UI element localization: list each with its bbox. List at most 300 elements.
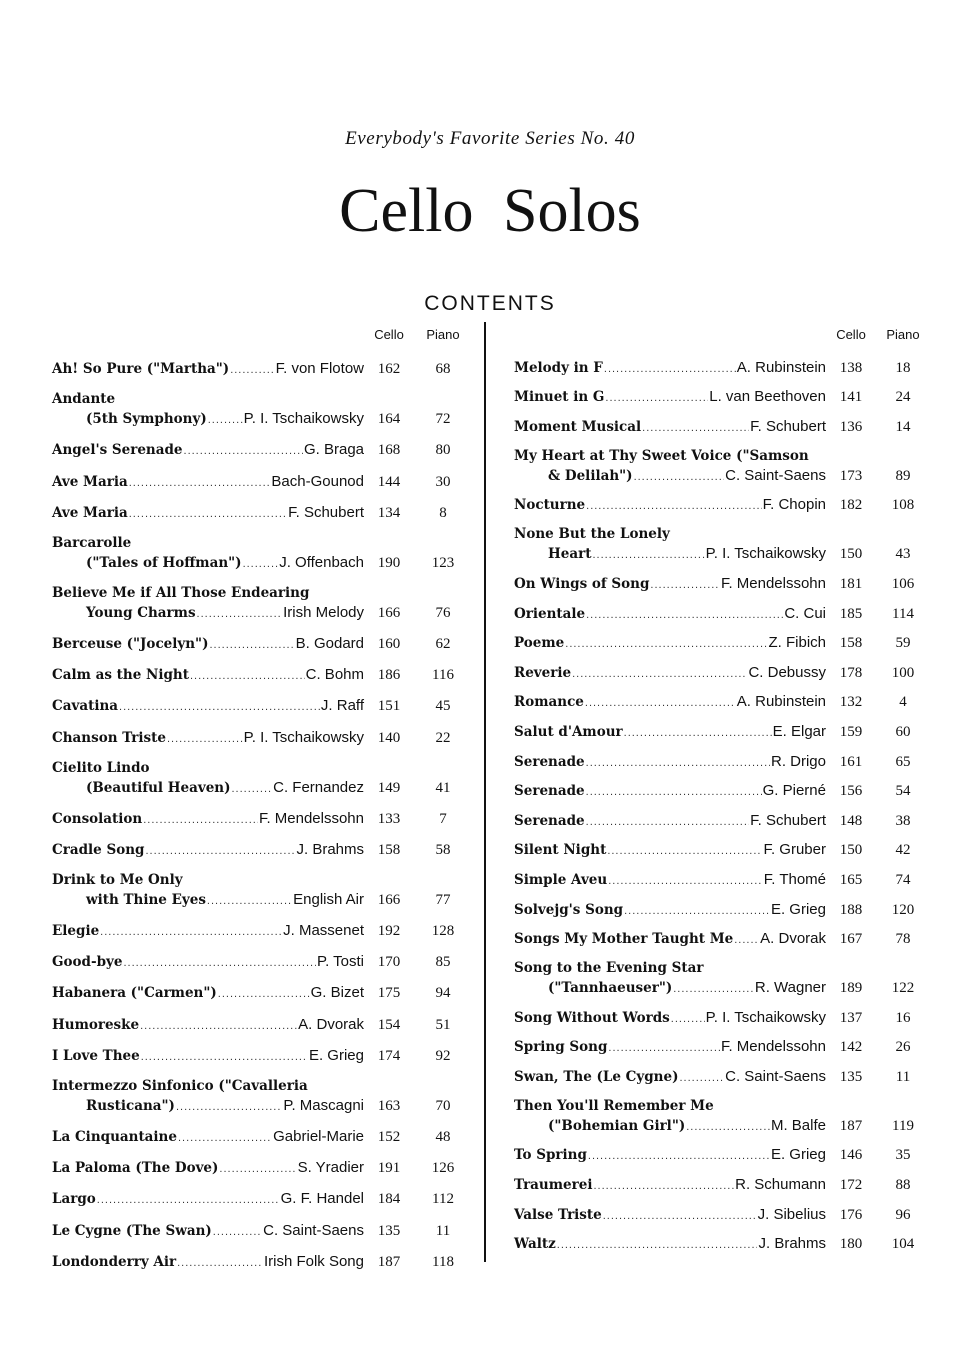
piano-header: Piano	[426, 327, 460, 342]
piece-title: Serenade	[514, 783, 585, 800]
composer-name: E. Grieg	[770, 900, 826, 918]
entry-main-line	[514, 417, 930, 438]
entry-main-line	[514, 900, 930, 921]
dot-leader	[129, 474, 271, 493]
piece-title: Consolation	[52, 810, 143, 827]
composer-name: F. Schubert	[750, 417, 826, 435]
piano-page: 51	[435, 1016, 451, 1033]
composer-name: G. Pierné	[762, 782, 826, 800]
piece-title: My Heart at Thy Sweet Voice ("Samson	[514, 447, 809, 464]
cello-page: 135	[377, 1222, 401, 1239]
cello-header: Cello	[836, 327, 866, 342]
contents-entry	[52, 717, 472, 748]
entry-main-line	[514, 633, 930, 654]
entry-main-line	[514, 1067, 930, 1088]
dot-leader	[119, 698, 320, 717]
piece-title: Songs My Mother Taught Me	[514, 931, 734, 948]
piece-title: Ave Maria	[52, 473, 128, 490]
piano-page: 85	[435, 954, 451, 971]
cello-page: 150	[839, 546, 863, 563]
piano-page: 112	[432, 1191, 454, 1208]
composer-name: C. Saint-Saens	[725, 466, 826, 484]
entry-main-line	[514, 495, 930, 516]
cello-page: 156	[839, 783, 863, 800]
cello-page: 149	[377, 779, 401, 796]
piano-page: 11	[895, 1068, 911, 1085]
piece-title: Solvejg's Song	[514, 901, 624, 918]
piano-page: 88	[895, 1177, 911, 1194]
contents-entry	[514, 773, 930, 803]
piece-title: None But the Lonely	[514, 526, 670, 543]
cello-page: 132	[839, 694, 863, 711]
composer-name: L. van Beethoven	[709, 388, 826, 406]
cello-page: 150	[839, 842, 863, 859]
piano-page: 22	[435, 729, 451, 746]
piano-page: 58	[435, 841, 451, 858]
composer-name: S. Yradier	[297, 1159, 364, 1177]
contents-entry	[514, 654, 930, 684]
entry-main-line	[514, 781, 930, 802]
dot-leader	[207, 892, 292, 911]
cello-page: 192	[377, 923, 401, 940]
composer-name: E. Grieg	[770, 1146, 826, 1164]
contents-entry	[514, 1029, 930, 1059]
dot-leader	[604, 360, 736, 379]
cello-page: 154	[377, 1016, 401, 1033]
contents-entry	[514, 1196, 930, 1226]
piano-page: 126	[431, 1160, 455, 1177]
piece-subtitle: Rusticana")	[86, 1097, 175, 1114]
dot-leader	[184, 442, 303, 461]
contents-entry	[52, 749, 472, 799]
entry-main-line	[52, 409, 472, 430]
piano-page: 24	[895, 389, 911, 406]
cello-page: 137	[839, 1009, 863, 1026]
cello-page: 144	[377, 473, 401, 490]
cello-page: 133	[377, 810, 401, 827]
contents-entry	[52, 861, 472, 911]
piano-page: 38	[895, 812, 911, 829]
dot-leader	[603, 1207, 757, 1226]
piece-subtitle: (Beautiful Heaven)	[86, 779, 231, 796]
composer-name: J. Brahms	[296, 840, 364, 858]
contents-entry	[514, 861, 930, 891]
piano-page: 45	[435, 698, 451, 715]
dot-leader	[686, 1118, 770, 1137]
dot-leader	[588, 1147, 770, 1166]
piano-page: 80	[435, 442, 451, 459]
cello-page: 141	[839, 389, 863, 406]
piece-subtitle: Heart	[548, 546, 592, 563]
entry-main-line	[514, 1234, 930, 1255]
piano-page: 30	[435, 473, 451, 490]
cello-page: 168	[377, 442, 401, 459]
dot-leader	[230, 361, 274, 380]
composer-name: A. Dvorak	[298, 1015, 364, 1033]
cello-page: 160	[377, 635, 401, 652]
piece-title: Ah! So Pure ("Martha")	[52, 361, 230, 378]
entry-main-line	[514, 466, 930, 487]
cello-page: 187	[839, 1117, 863, 1134]
piece-title: Moment Musical	[514, 418, 642, 435]
dot-leader	[140, 1017, 297, 1036]
piece-title: Swan, The (Le Cygne)	[514, 1068, 679, 1085]
cello-page: 152	[377, 1129, 401, 1145]
entry-main-line	[514, 387, 930, 408]
piano-page: 94	[435, 985, 451, 1002]
piece-subtitle: with Thine Eyes	[86, 891, 206, 908]
piano-page: 106	[891, 575, 915, 592]
piano-page: 119	[892, 1117, 914, 1134]
cello-page: 140	[377, 729, 401, 746]
cello-page: 190	[377, 554, 401, 571]
composer-name: A. Rubinstein	[736, 693, 826, 711]
cello-page: 136	[839, 418, 863, 435]
composer-name: P. I. Tschaikowsky	[705, 545, 826, 563]
entry-main-line	[52, 665, 472, 686]
piece-title: Nocturne	[514, 497, 586, 514]
piece-title: Intermezzo Sinfonico ("Cavalleria	[52, 1077, 308, 1094]
piece-title: Orientale	[514, 605, 586, 622]
cello-page: 134	[377, 504, 401, 521]
dot-leader	[586, 754, 770, 773]
dot-leader	[219, 1160, 296, 1179]
entry-main-line	[514, 840, 930, 861]
piece-title: Simple Aveu	[514, 871, 608, 888]
piece-title: Chanson Triste	[52, 729, 166, 746]
composer-name: F. von Flotow	[275, 360, 364, 378]
entry-main-line	[52, 1046, 472, 1067]
piece-subtitle: Young Charms	[86, 604, 196, 621]
entry-main-line	[52, 921, 472, 942]
contents-entry	[514, 950, 930, 999]
contents-entry	[514, 713, 930, 743]
column-divider	[484, 322, 486, 1262]
composer-name: J. Brahms	[758, 1235, 826, 1253]
cello-page: 181	[839, 575, 863, 592]
dot-leader	[565, 635, 767, 654]
cello-page: 165	[839, 871, 863, 888]
cello-page: 159	[839, 723, 863, 740]
contents-entry	[514, 487, 930, 517]
piano-page: 108	[891, 497, 915, 514]
piece-title: Spring Song	[514, 1039, 608, 1056]
piece-title: Humoreske	[52, 1016, 140, 1033]
piece-title: Serenade	[514, 812, 585, 829]
entry-main-line	[52, 440, 472, 461]
contents-entry	[52, 1036, 472, 1067]
piano-page: 4	[899, 694, 907, 711]
entry-main-line	[52, 728, 472, 749]
composer-name: J. Massenet	[283, 922, 364, 940]
cello-page: 158	[839, 635, 863, 652]
composer-name: E. Elgar	[772, 722, 826, 740]
dot-leader	[177, 1254, 263, 1273]
composer-name: Irish Folk Song	[263, 1252, 364, 1270]
piece-title: On Wings of Song	[514, 575, 650, 592]
entry-main-line	[52, 1252, 472, 1273]
piano-page: 118	[432, 1253, 454, 1270]
composer-name: C. Debussy	[748, 663, 826, 681]
composer-name: R. Schumann	[735, 1176, 826, 1194]
contents-entry	[52, 624, 472, 655]
entry-main-line	[52, 1096, 472, 1117]
piece-subtitle: (5th Symphony)	[86, 411, 207, 428]
cello-header: Cello	[374, 327, 404, 342]
piece-title: Valse Triste	[514, 1206, 602, 1223]
composer-name: J. Offenbach	[279, 553, 364, 571]
contents-entry	[52, 830, 472, 861]
dot-leader	[608, 1039, 720, 1058]
dot-leader	[97, 1191, 280, 1210]
dot-leader	[586, 606, 783, 625]
dot-leader	[129, 505, 287, 524]
cello-page: 187	[377, 1253, 401, 1270]
cello-page: 176	[839, 1206, 863, 1223]
entry-main-line	[514, 722, 930, 743]
entry-main-line	[52, 778, 472, 799]
entry-main-line	[514, 692, 930, 713]
entry-main-line	[52, 553, 472, 574]
piano-page: 104	[891, 1236, 915, 1253]
piece-title: Angel's Serenade	[52, 442, 183, 459]
composer-name: F. Mendelssohn	[258, 809, 364, 827]
cello-page: 162	[377, 361, 401, 378]
piano-page: 11	[435, 1222, 451, 1239]
piano-page: 26	[895, 1039, 911, 1056]
composer-name: C. Cui	[784, 604, 826, 622]
cello-page: 148	[839, 812, 863, 829]
dot-leader	[213, 1223, 262, 1242]
entry-main-line	[514, 1175, 930, 1196]
dot-leader	[671, 1010, 705, 1029]
cello-page: 138	[839, 359, 863, 376]
piece-title: Elegie	[52, 923, 100, 940]
dot-leader	[734, 931, 759, 950]
contents-entry	[52, 942, 472, 973]
dot-leader	[178, 1129, 272, 1148]
entry-main-line	[514, 811, 930, 832]
cello-page: 170	[377, 954, 401, 971]
entry-main-line	[514, 1145, 930, 1166]
column-header-right	[514, 325, 930, 349]
entry-main-line	[514, 978, 930, 999]
piano-page: 128	[431, 923, 455, 940]
cello-page: 178	[839, 664, 863, 681]
dot-leader	[167, 730, 243, 749]
piano-page: 77	[435, 891, 451, 908]
piano-page: 14	[895, 418, 911, 435]
composer-name: G. Bizet	[310, 984, 364, 1002]
contents-entry	[514, 1058, 930, 1088]
dot-leader	[673, 980, 754, 999]
entry-main-line	[514, 870, 930, 891]
piece-title: Cielito Lindo	[52, 759, 150, 776]
piano-page: 114	[892, 605, 914, 622]
contents-entry	[52, 349, 472, 380]
contents-entry	[514, 625, 930, 655]
composer-name: C. Saint-Saens	[263, 1221, 364, 1239]
dot-leader	[592, 546, 704, 565]
entry-main-line	[52, 472, 472, 493]
contents-entry	[514, 921, 930, 951]
piano-page: 60	[895, 723, 911, 740]
dot-leader	[586, 497, 761, 516]
piano-page: 122	[891, 980, 915, 997]
entry-main-line	[514, 1008, 930, 1029]
composer-name: C. Fernandez	[273, 778, 364, 796]
piece-title: Romance	[514, 694, 584, 711]
dot-leader	[143, 811, 258, 830]
dot-leader	[624, 902, 770, 921]
composer-name: P. I. Tschaikowsky	[243, 410, 364, 428]
piano-page: 70	[435, 1097, 451, 1114]
entry-main-line	[52, 603, 472, 624]
dot-leader	[586, 813, 749, 832]
piano-page: 48	[435, 1129, 451, 1145]
contents-entry	[514, 999, 930, 1029]
contents-column-left	[52, 325, 472, 1273]
entry-main-line	[52, 840, 472, 861]
dot-leader	[176, 1098, 282, 1117]
contents-entry	[52, 1117, 472, 1148]
piece-subtitle: & Delilah")	[548, 467, 633, 484]
piano-page: 54	[895, 783, 911, 800]
composer-name: P. Mascagni	[283, 1096, 364, 1114]
piano-page: 78	[895, 931, 911, 948]
piece-title: Andante	[52, 391, 116, 408]
composer-name: J. Raff	[320, 697, 364, 715]
piece-title: Londonderry Air	[52, 1253, 177, 1270]
cello-page: 146	[839, 1147, 863, 1164]
piece-title: Traumerei	[514, 1177, 593, 1194]
cello-page: 135	[839, 1068, 863, 1085]
entry-main-line	[52, 952, 472, 973]
contents-entry	[514, 684, 930, 714]
composer-name: F. Thomé	[763, 870, 826, 888]
piece-title: Ave Maria	[52, 504, 128, 521]
contents-heading: CONTENTS	[424, 292, 556, 315]
dot-leader	[593, 1177, 734, 1196]
contents-entry	[514, 891, 930, 921]
contents-entry	[52, 524, 472, 574]
dot-leader	[557, 1236, 758, 1255]
page-title: Cello Solos	[339, 177, 641, 245]
cello-page: 180	[839, 1236, 863, 1253]
cello-page: 175	[377, 985, 401, 1002]
contents-entry	[514, 408, 930, 438]
piano-page: 8	[439, 504, 447, 521]
piano-page: 41	[435, 779, 451, 796]
piece-title: To Spring	[514, 1147, 587, 1164]
piano-page: 100	[891, 664, 915, 681]
composer-name: F. Schubert	[288, 503, 364, 521]
entry-main-line	[52, 983, 472, 1004]
piano-page: 123	[431, 554, 455, 571]
cello-page: 184	[377, 1191, 401, 1208]
composer-name: F. Chopin	[762, 496, 826, 514]
entry-main-line	[52, 359, 472, 380]
contents-entry	[52, 799, 472, 830]
entry-main-line	[52, 1189, 472, 1210]
dot-leader	[679, 1069, 724, 1088]
composer-name: F. Mendelssohn	[720, 574, 826, 592]
piano-page: 7	[439, 810, 447, 827]
composer-name: P. I. Tschaikowsky	[705, 1008, 826, 1026]
cello-page: 186	[377, 667, 401, 684]
piano-page: 116	[432, 667, 454, 684]
dot-leader	[208, 411, 243, 430]
entry-main-line	[514, 604, 930, 625]
entry-main-line	[514, 358, 930, 379]
piece-title: Silent Night	[514, 842, 607, 859]
contents-entry	[52, 574, 472, 624]
contents-entry	[52, 430, 472, 461]
piece-title: Song Without Words	[514, 1009, 670, 1026]
cello-page: 174	[377, 1047, 401, 1064]
entry-main-line	[514, 1116, 930, 1137]
piano-page: 42	[895, 842, 911, 859]
contents-entry	[514, 832, 930, 862]
composer-name: Z. Fibich	[768, 634, 826, 652]
piece-title: Berceuse ("Jocelyn")	[52, 635, 209, 652]
composer-name: F. Mendelssohn	[720, 1038, 826, 1056]
piece-subtitle: ("Tales of Hoffman")	[86, 554, 242, 571]
composer-name: A. Dvorak	[760, 930, 826, 948]
contents-entry	[52, 973, 472, 1004]
contents-entry	[514, 743, 930, 773]
dot-leader	[585, 694, 736, 713]
contents-entry	[52, 686, 472, 717]
cello-page: 188	[839, 901, 863, 918]
piano-page: 68	[435, 361, 451, 378]
composer-name: G. Braga	[303, 441, 364, 459]
contents-entry	[52, 911, 472, 942]
contents-entry	[52, 493, 472, 524]
piano-page: 16	[895, 1009, 911, 1026]
cello-page: 166	[377, 604, 401, 621]
piano-page: 59	[895, 635, 911, 652]
entry-main-line	[514, 1037, 930, 1058]
cello-page: 163	[377, 1097, 401, 1114]
dot-leader	[650, 576, 720, 595]
piece-title: Poeme	[514, 635, 565, 652]
dot-leader	[572, 665, 747, 684]
entry-main-line	[52, 1127, 472, 1148]
composer-name: P. I. Tschaikowsky	[243, 728, 364, 746]
composer-name: A. Rubinstein	[736, 358, 826, 376]
entry-main-line	[52, 1221, 472, 1242]
contents-entry	[514, 565, 930, 595]
piece-title: Barcarolle	[52, 534, 132, 551]
dot-leader	[586, 783, 762, 802]
piece-title: Salut d'Amour	[514, 723, 623, 740]
composer-name: Gabriel-Marie	[273, 1128, 364, 1145]
piano-page: 65	[895, 753, 911, 770]
dot-leader	[100, 923, 282, 942]
piece-title: Song to the Evening Star	[514, 960, 704, 977]
composer-name: B. Godard	[295, 634, 364, 652]
piano-page: 72	[435, 411, 451, 428]
piece-title: Melody in F	[514, 359, 603, 376]
contents-list-right	[514, 349, 930, 1255]
piano-page: 62	[435, 635, 451, 652]
contents-entry	[514, 1166, 930, 1196]
piece-title: Largo	[52, 1191, 96, 1208]
piece-title: La Paloma (The Dove)	[52, 1160, 219, 1177]
piano-page: 35	[895, 1147, 911, 1164]
piece-title: Believe Me if All Those Endearing	[52, 584, 310, 601]
